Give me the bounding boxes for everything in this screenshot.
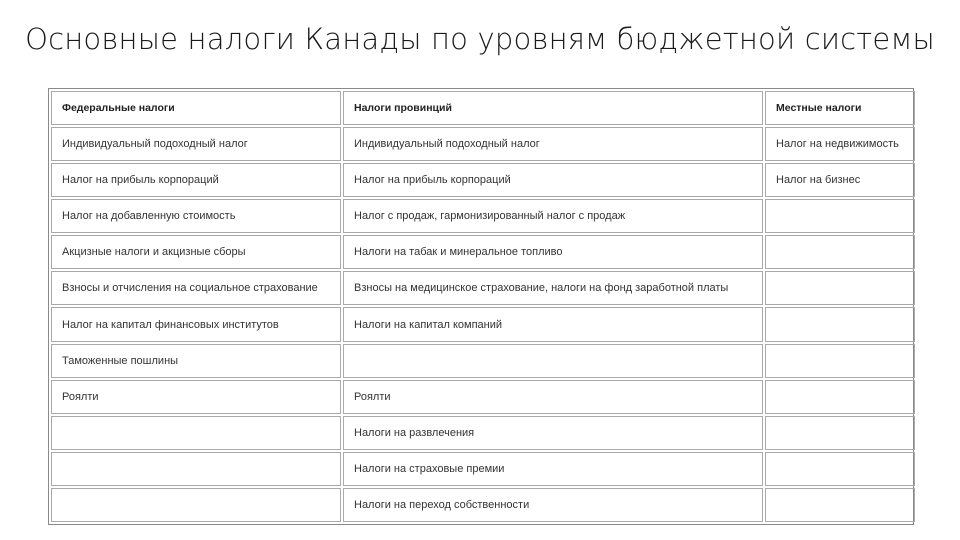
table-row [51,199,915,233]
provincial-tax-cell: Налог на прибыль корпораций [343,163,763,197]
local-tax-cell [765,416,915,450]
table-row [51,380,915,414]
table-row [51,452,915,486]
provincial-tax-cell: Налоги на развлечения [343,416,763,450]
provincial-tax-cell: Взносы на медицинское страхование, налоги на фонд заработной платы [343,271,763,305]
provincial-tax-cell: Налоги на переход собственности [343,488,763,522]
provincial-tax-cell: Налог с продаж, гармонизированный налог с продаж [343,199,763,233]
federal-tax-cell: Налог на капитал финансовых институтов [51,307,341,341]
federal-tax-cell [51,488,341,522]
provincial-tax-cell [343,344,763,378]
provincial-tax-cell: Налоги на страховые премии [343,452,763,486]
federal-tax-cell: Налог на прибыль корпораций [51,163,341,197]
local-tax-cell: Налог на недвижимость [765,127,915,161]
header-federal-taxes: Федеральные налоги [51,91,341,125]
table-row [51,235,915,269]
header-local-taxes: Местные налоги [765,91,915,125]
table-row [51,307,915,341]
local-tax-cell [765,488,915,522]
federal-tax-cell: Взносы и отчисления на социальное страхование [51,271,341,305]
provincial-tax-cell: Налоги на табак и минеральное топливо [343,235,763,269]
table-row [51,163,915,197]
header-provincial-taxes: Налоги провинций [343,91,763,125]
provincial-tax-cell: Индивидуальный подоходный налог [343,127,763,161]
federal-tax-cell [51,452,341,486]
provincial-tax-cell: Налоги на капитал компаний [343,307,763,341]
local-tax-cell [765,380,915,414]
federal-tax-cell [51,416,341,450]
local-tax-cell: Налог на бизнес [765,163,915,197]
table-row [51,127,915,161]
federal-tax-cell: Таможенные пошлины [51,344,341,378]
federal-tax-cell: Налог на добавленную стоимость [51,199,341,233]
federal-tax-cell: Индивидуальный подоходный налог [51,127,341,161]
federal-tax-cell: Акцизные налоги и акцизные сборы [51,235,341,269]
tax-table [49,89,917,524]
local-tax-cell [765,199,915,233]
table-row [51,488,915,522]
table-row [51,344,915,378]
local-tax-cell [765,452,915,486]
table-row [51,416,915,450]
local-tax-cell [765,271,915,305]
tax-table-container [48,88,914,525]
provincial-tax-cell: Роялти [343,380,763,414]
local-tax-cell [765,307,915,341]
federal-tax-cell: Роялти [51,380,341,414]
slide-title: Основные налоги Канады по уровням бюджетной системы [25,22,935,56]
local-tax-cell [765,344,915,378]
table-header-row [51,91,915,125]
table-row [51,271,915,305]
local-tax-cell [765,235,915,269]
